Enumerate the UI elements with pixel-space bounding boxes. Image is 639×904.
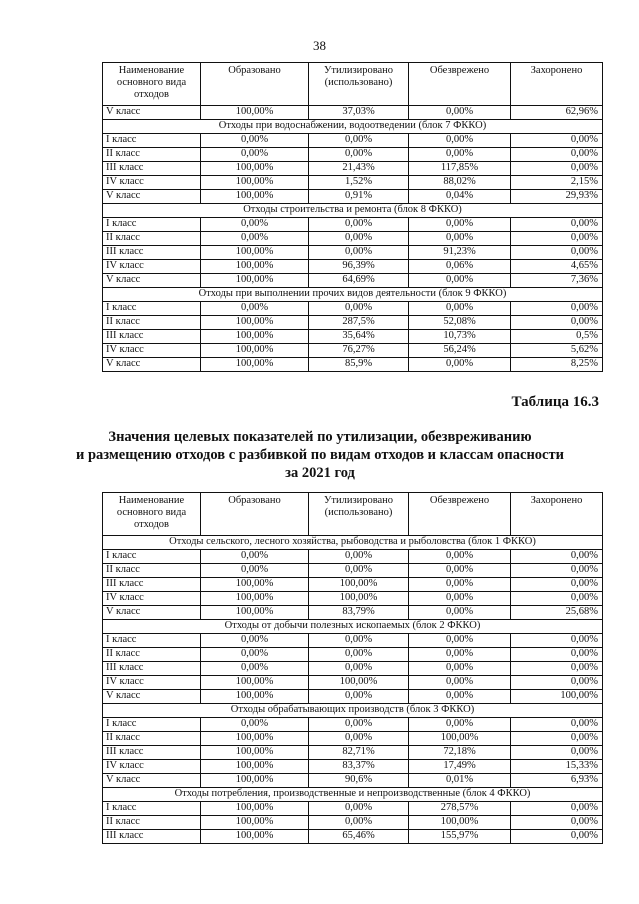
cell-class: IV класс [103,760,201,774]
cell-buried: 5,62% [511,344,603,358]
cell-neutralized: 10,73% [409,330,511,344]
cell-class: IV класс [103,676,201,690]
cell-class: V класс [103,106,201,120]
cell-generated: 100,00% [201,330,309,344]
cell-neutralized: 0,00% [409,302,511,316]
cell-neutralized: 0,00% [409,550,511,564]
cell-buried: 0,00% [511,648,603,662]
table-row [103,676,603,690]
cell-buried: 6,93% [511,774,603,788]
cell-neutralized: 0,00% [409,232,511,246]
cell-generated: 100,00% [201,606,309,620]
cell-neutralized: 0,00% [409,218,511,232]
section-title: Отходы обрабатывающих производств (блок 3 ФККО) [103,704,603,718]
cell-class: V класс [103,774,201,788]
header-neutralized: Обезврежено [409,493,511,536]
table-row [103,648,603,662]
cell-class: V класс [103,606,201,620]
section-row [103,788,603,802]
cell-neutralized: 278,57% [409,802,511,816]
cell-neutralized: 0,00% [409,106,511,120]
cell-utilized: 0,00% [309,662,409,676]
cell-generated: 0,00% [201,302,309,316]
cell-class: III класс [103,662,201,676]
cell-generated: 100,00% [201,592,309,606]
cell-generated: 0,00% [201,232,309,246]
cell-neutralized: 100,00% [409,816,511,830]
cell-class: II класс [103,648,201,662]
cell-class: III класс [103,162,201,176]
cell-utilized: 21,43% [309,162,409,176]
cell-buried: 0,00% [511,802,603,816]
table-row [103,774,603,788]
cell-buried: 4,65% [511,260,603,274]
cell-utilized: 287,5% [309,316,409,330]
cell-utilized: 100,00% [309,676,409,690]
table-row [103,232,603,246]
cell-class: IV класс [103,176,201,190]
cell-utilized: 64,69% [309,274,409,288]
cell-class: IV класс [103,592,201,606]
cell-class: III класс [103,830,201,844]
cell-class: I класс [103,134,201,148]
section-title: Отходы от добычи полезных ископаемых (блок 2 ФККО) [103,620,603,634]
cell-class: V класс [103,690,201,704]
cell-utilized: 83,37% [309,760,409,774]
cell-buried: 0,00% [511,592,603,606]
table-row [103,746,603,760]
cell-class: I класс [103,718,201,732]
cell-class: II класс [103,816,201,830]
cell-generated: 100,00% [201,816,309,830]
section-row [103,204,603,218]
header-waste-type: Наименование основного вида отходов [103,493,201,536]
table-row [103,592,603,606]
table-row [103,578,603,592]
cell-utilized: 76,27% [309,344,409,358]
cell-generated: 100,00% [201,690,309,704]
cell-utilized: 0,00% [309,232,409,246]
table-row [103,732,603,746]
table-header [103,63,603,106]
cell-generated: 0,00% [201,648,309,662]
cell-utilized: 0,00% [309,690,409,704]
cell-utilized: 0,00% [309,564,409,578]
cell-utilized: 0,00% [309,246,409,260]
cell-utilized: 0,00% [309,550,409,564]
section-title: Отходы при водоснабжении, водоотведении (блок 7 ФККО) [103,120,603,134]
cell-generated: 100,00% [201,260,309,274]
cell-generated: 100,00% [201,358,309,372]
header-generated: Образовано [201,63,309,106]
table-row [103,134,603,148]
cell-generated: 100,00% [201,774,309,788]
cell-class: V класс [103,358,201,372]
cell-buried: 0,00% [511,634,603,648]
table-title-line: и размещению отходов с разбивкой по видам отходов и классам опасности [76,447,564,463]
header-buried: Захоронено [511,493,603,536]
table-row [103,606,603,620]
cell-neutralized: 0,00% [409,592,511,606]
cell-generated: 0,00% [201,148,309,162]
table-body [103,536,603,844]
cell-utilized: 100,00% [309,592,409,606]
cell-buried: 100,00% [511,690,603,704]
cell-generated: 0,00% [201,218,309,232]
table-row [103,344,603,358]
cell-neutralized: 0,00% [409,358,511,372]
cell-generated: 0,00% [201,718,309,732]
header-neutralized: Обезврежено [409,63,511,106]
cell-neutralized: 0,00% [409,662,511,676]
header-utilized: Утилизировано (использовано) [309,493,409,536]
section-row [103,120,603,134]
cell-buried: 0,00% [511,134,603,148]
header-generated: Образовано [201,493,309,536]
cell-utilized: 0,00% [309,718,409,732]
table-row [103,358,603,372]
table-continued [102,62,603,372]
cell-buried: 7,36% [511,274,603,288]
cell-buried: 0,00% [511,148,603,162]
table-row [103,106,603,120]
table-row [103,260,603,274]
cell-generated: 0,00% [201,564,309,578]
cell-buried: 0,00% [511,816,603,830]
cell-utilized: 0,00% [309,134,409,148]
cell-neutralized: 0,00% [409,690,511,704]
cell-neutralized: 0,00% [409,564,511,578]
cell-buried: 0,00% [511,830,603,844]
cell-buried: 2,15% [511,176,603,190]
table-title-line: за 2021 год [285,465,355,481]
section-row [103,288,603,302]
cell-class: III класс [103,746,201,760]
cell-buried: 25,68% [511,606,603,620]
table-row [103,662,603,676]
cell-generated: 100,00% [201,190,309,204]
table-row [103,634,603,648]
cell-generated: 100,00% [201,176,309,190]
cell-generated: 100,00% [201,106,309,120]
cell-generated: 100,00% [201,344,309,358]
cell-utilized: 85,9% [309,358,409,372]
cell-generated: 100,00% [201,802,309,816]
header-buried: Захоронено [511,63,603,106]
section-title: Отходы потребления, производственные и непроизводственные (блок 4 ФККО) [103,788,603,802]
cell-class: V класс [103,274,201,288]
cell-neutralized: 0,00% [409,634,511,648]
cell-generated: 100,00% [201,274,309,288]
cell-generated: 0,00% [201,662,309,676]
cell-generated: 100,00% [201,676,309,690]
cell-neutralized: 0,00% [409,134,511,148]
cell-generated: 100,00% [201,746,309,760]
cell-buried: 0,5% [511,330,603,344]
cell-neutralized: 91,23% [409,246,511,260]
cell-buried: 15,33% [511,760,603,774]
cell-class: II класс [103,564,201,578]
cell-generated: 0,00% [201,634,309,648]
cell-neutralized: 88,02% [409,176,511,190]
cell-buried: 0,00% [511,302,603,316]
cell-neutralized: 0,06% [409,260,511,274]
cell-utilized: 0,91% [309,190,409,204]
cell-class: I класс [103,550,201,564]
table-body [103,106,603,372]
cell-neutralized: 0,04% [409,190,511,204]
section-title: Отходы строительства и ремонта (блок 8 ФККО) [103,204,603,218]
cell-class: III класс [103,330,201,344]
cell-buried: 8,25% [511,358,603,372]
table-row [103,802,603,816]
cell-buried: 0,00% [511,232,603,246]
table-row [103,162,603,176]
table-header [103,493,603,536]
cell-buried: 0,00% [511,718,603,732]
cell-neutralized: 0,00% [409,676,511,690]
cell-buried: 0,00% [511,746,603,760]
cell-utilized: 65,46% [309,830,409,844]
cell-class: I класс [103,218,201,232]
section-title: Отходы при выполнении прочих видов деятельности (блок 9 ФККО) [103,288,603,302]
table-row [103,690,603,704]
cell-utilized: 82,71% [309,746,409,760]
table-row [103,190,603,204]
section-row [103,704,603,718]
table-row [103,218,603,232]
table-row [103,316,603,330]
cell-neutralized: 0,00% [409,606,511,620]
cell-class: III класс [103,246,201,260]
cell-buried: 0,00% [511,732,603,746]
table-row [103,302,603,316]
table-row [103,330,603,344]
cell-buried: 0,00% [511,162,603,176]
table-row [103,830,603,844]
header-waste-type: Наименование основного вида отходов [103,63,201,106]
cell-buried: 0,00% [511,564,603,578]
header-utilized: Утилизировано (использовано) [309,63,409,106]
cell-generated: 100,00% [201,578,309,592]
cell-generated: 0,00% [201,134,309,148]
cell-neutralized: 17,49% [409,760,511,774]
cell-generated: 100,00% [201,316,309,330]
cell-buried: 0,00% [511,246,603,260]
cell-class: IV класс [103,344,201,358]
section-title: Отходы сельского, лесного хозяйства, рыбоводства и рыболовства (блок 1 ФККО) [103,536,603,550]
cell-buried: 0,00% [511,578,603,592]
cell-utilized: 90,6% [309,774,409,788]
cell-neutralized: 0,00% [409,274,511,288]
cell-buried: 0,00% [511,676,603,690]
cell-utilized: 35,64% [309,330,409,344]
cell-utilized: 0,00% [309,218,409,232]
cell-buried: 29,93% [511,190,603,204]
cell-buried: 0,00% [511,218,603,232]
table-row [103,760,603,774]
cell-neutralized: 56,24% [409,344,511,358]
section-row [103,620,603,634]
cell-class: IV класс [103,260,201,274]
cell-utilized: 0,00% [309,302,409,316]
cell-utilized: 96,39% [309,260,409,274]
table-title-line: Значения целевых показателей по утилизации, обезвреживанию [108,429,532,445]
page-number: 38 [313,38,326,53]
cell-utilized: 83,79% [309,606,409,620]
cell-buried: 0,00% [511,316,603,330]
table-row [103,564,603,578]
cell-utilized: 0,00% [309,802,409,816]
cell-utilized: 0,00% [309,648,409,662]
table-row [103,274,603,288]
cell-class: II класс [103,316,201,330]
cell-class: II класс [103,232,201,246]
cell-class: V класс [103,190,201,204]
cell-buried: 0,00% [511,662,603,676]
table-label: Таблица 16.3 [511,394,599,410]
table-16-3 [102,492,603,844]
table-row [103,718,603,732]
cell-class: I класс [103,634,201,648]
cell-utilized: 0,00% [309,634,409,648]
cell-class: I класс [103,302,201,316]
cell-neutralized: 0,00% [409,648,511,662]
cell-neutralized: 52,08% [409,316,511,330]
cell-utilized: 0,00% [309,148,409,162]
cell-neutralized: 0,00% [409,578,511,592]
cell-neutralized: 0,01% [409,774,511,788]
cell-utilized: 100,00% [309,578,409,592]
cell-class: III класс [103,578,201,592]
cell-generated: 100,00% [201,830,309,844]
cell-neutralized: 72,18% [409,746,511,760]
table-row [103,148,603,162]
table-row [103,246,603,260]
cell-class: II класс [103,732,201,746]
cell-utilized: 37,03% [309,106,409,120]
cell-neutralized: 0,00% [409,718,511,732]
section-row [103,536,603,550]
table-row [103,176,603,190]
cell-buried: 0,00% [511,550,603,564]
cell-neutralized: 117,85% [409,162,511,176]
cell-class: II класс [103,148,201,162]
table-row [103,550,603,564]
cell-utilized: 0,00% [309,816,409,830]
cell-neutralized: 100,00% [409,732,511,746]
cell-neutralized: 155,97% [409,830,511,844]
cell-neutralized: 0,00% [409,148,511,162]
table-row [103,816,603,830]
cell-utilized: 0,00% [309,732,409,746]
table-title [60,428,580,482]
cell-class: I класс [103,802,201,816]
cell-buried: 62,96% [511,106,603,120]
cell-generated: 100,00% [201,162,309,176]
cell-generated: 0,00% [201,550,309,564]
cell-generated: 100,00% [201,246,309,260]
cell-generated: 100,00% [201,760,309,774]
cell-utilized: 1,52% [309,176,409,190]
cell-generated: 100,00% [201,732,309,746]
